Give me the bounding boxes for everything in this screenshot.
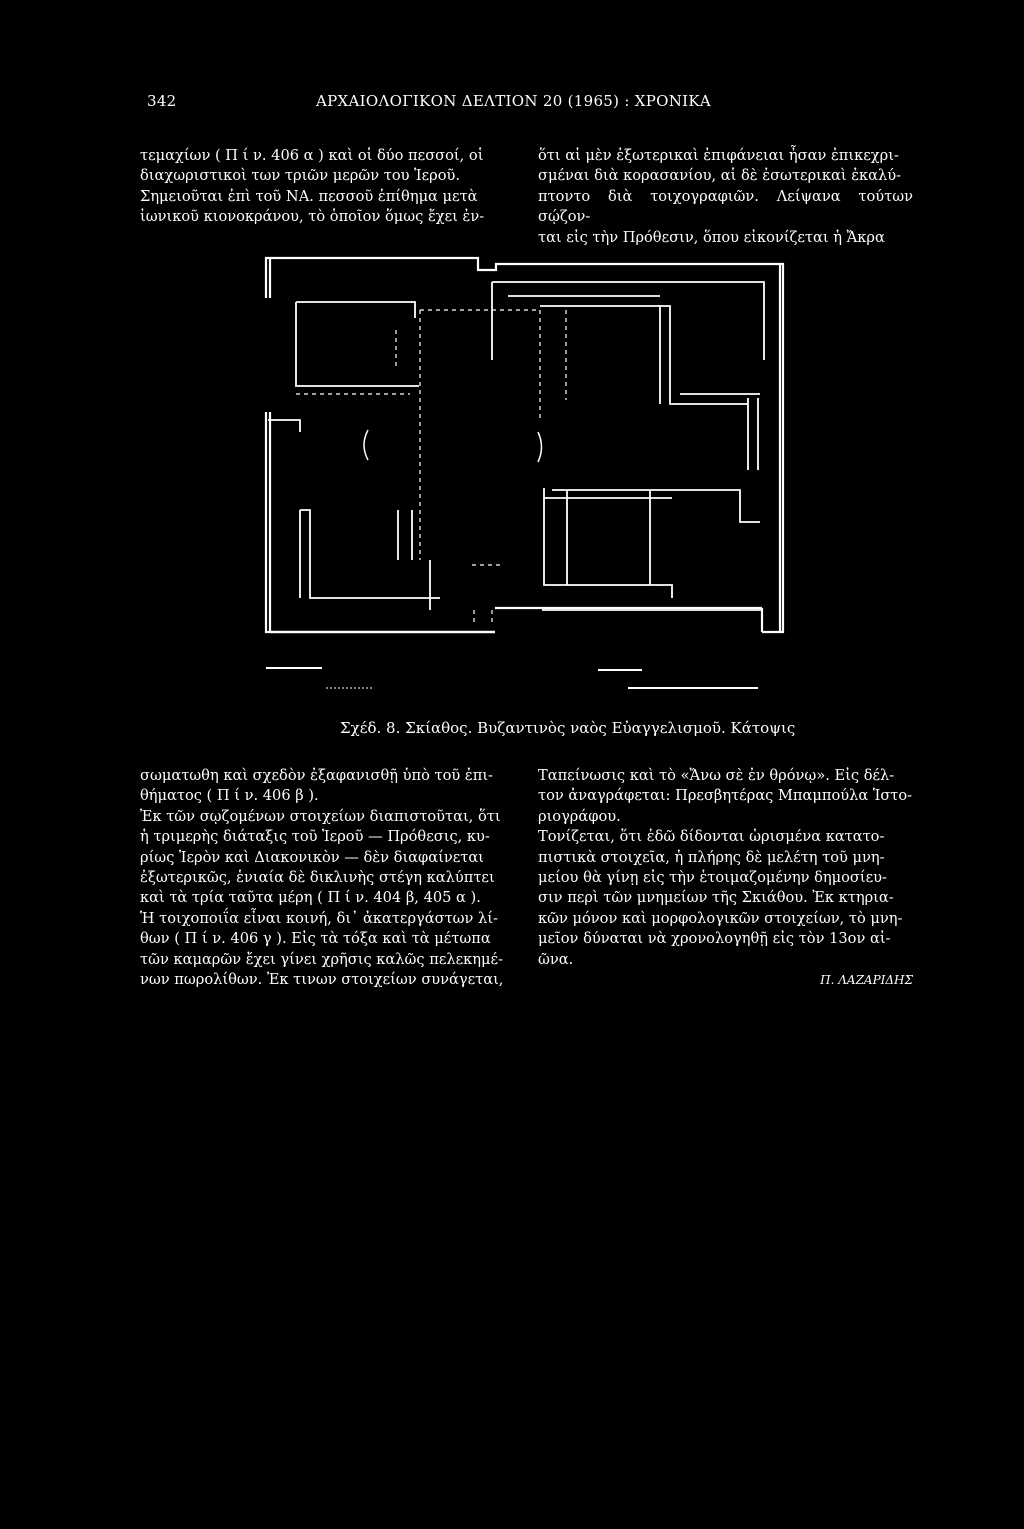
- plan-dashed-lines: [296, 310, 566, 625]
- figure-caption: Σχέδ. 8. Σκίαθος. Βυζαντινὸς ναὸς Εὐαγγελισμοῦ. Κάτοψις: [340, 719, 796, 737]
- text-line: καὶ τὰ τρία ταῦτα μέρη ( Π ί ν. 404 β, 405 α ).: [140, 889, 481, 907]
- text-line: θων ( Π ί ν. 406 γ ). Εἰς τὰ τόξα καὶ τὰ μέτωπα: [140, 930, 491, 948]
- scale-bar: [266, 668, 758, 688]
- text-line: ται εἰς τὴν Πρόθεσιν, ὅπου εἰκονίζεται ἡ Ἄκρα: [538, 228, 885, 246]
- text-line: Σημειοῦται ἐπὶ τοῦ ΝΑ. πεσσοῦ ἐπίθημα μετὰ: [140, 187, 478, 205]
- text-line: σιν περὶ τῶν μνημείων τῆς Σκιάθου. Ἐκ κτηρια-: [538, 889, 894, 907]
- text-line: ἡ τριμερὴς διάταξις τοῦ Ἱεροῦ — Πρόθεσις, κυ-: [140, 828, 490, 846]
- plan-inner-walls: [268, 282, 764, 610]
- text-line: θήματος ( Π ί ν. 406 β ).: [140, 787, 319, 805]
- text-line: ἰωνικοῦ κιονοκράνου, τὸ ὁποῖον ὅμως ἔχει ἐν-: [140, 208, 485, 226]
- bottom-left-column: [140, 766, 515, 990]
- author-signature: Π. ΛΑΖΑΡΙΔΗΣ: [820, 973, 913, 988]
- text-line: μεῖον δύναται νὰ χρονολογηθῇ εἰς τὸν 13ον αἰ-: [538, 930, 891, 948]
- plan-apse-marks: [364, 430, 542, 462]
- page-number: 342: [147, 92, 177, 110]
- text-line: Ἡ τοιχοποιΐα εἶναι κοινή, δι᾽ ἀκατεργάστων λί-: [140, 909, 498, 927]
- text-line: Τονίζεται, ὅτι ἐδῶ δίδονται ὡρισμένα κατατο-: [538, 828, 885, 846]
- text-line: ὅτι αἱ μὲν ἐξωτερικαὶ ἐπιφάνειαι ἦσαν ἐπικεχρι-: [538, 147, 899, 164]
- bottom-right-column: [538, 766, 913, 990]
- text-line: σωματωθη καὶ σχεδὸν ἐξαφανισθῇ ὑπὸ τοῦ ἐπι-: [140, 767, 493, 784]
- text-line: τῶν καμαρῶν ἔχει γίνει χρῆσις καλῶς πελεκημέ-: [140, 950, 504, 968]
- text-line: νων πωρολίθων. Ἐκ τινων στοιχείων συνάγεται,: [140, 971, 504, 989]
- text-line: μείου θὰ γίνῃ εἰς τὴν ἑτοιμαζομένην δημοσίευ-: [538, 869, 887, 887]
- plan-outer-walls: [266, 258, 783, 632]
- text-line: Ἐκ τῶν σῳζομένων στοιχείων διαπιστοῦται, ὅτι: [140, 807, 501, 825]
- text-line: ῶνα.: [538, 950, 574, 968]
- text-line: πτοντο διὰ τοιχογραφιῶν. Λείψανα τούτων σῴζον-: [538, 187, 913, 226]
- text-line: διαχωριστικοὶ των τριῶν μερῶν του Ἱεροῦ.: [140, 167, 461, 185]
- text-line: σμέναι διὰ κορασανίου, αἱ δὲ ἐσωτερικαὶ ἐκαλύ-: [538, 167, 902, 185]
- text-line: τον ἀναγράφεται: Πρεσβητέρας Μπαμπούλα Ἱστο-: [538, 787, 913, 805]
- text-line: ρίως Ἱερὸν καὶ Διακονικὸν — δὲν διαφαίνεται: [140, 848, 484, 866]
- text-line: κῶν μόνον καὶ μορφολογικῶν στοιχείων, τὸ μνη-: [538, 909, 903, 927]
- text-line: Ταπείνωσις καὶ τὸ «Ἄνω σὲ ἐν θρόνῳ». Εἰς δέλ-: [538, 767, 895, 784]
- text-line: τεμαχίων ( Π ί ν. 406 α ) καὶ οἱ δύο πεσσοί, οἱ: [140, 147, 484, 164]
- running-title: ΑΡΧΑΙΟΛΟΓΙΚΟΝ ΔΕΛΤΙΟΝ 20 (1965) : ΧΡΟΝΙΚΑ: [316, 92, 712, 110]
- text-line: ἐξωτερικῶς, ἑνιαία δὲ δικλινὴς στέγη καλύπτει: [140, 869, 495, 887]
- text-line: πιστικὰ στοιχεῖα, ἡ πλήρης δὲ μελέτη τοῦ μνη-: [538, 848, 885, 866]
- text-line: ριογράφου.: [538, 807, 621, 825]
